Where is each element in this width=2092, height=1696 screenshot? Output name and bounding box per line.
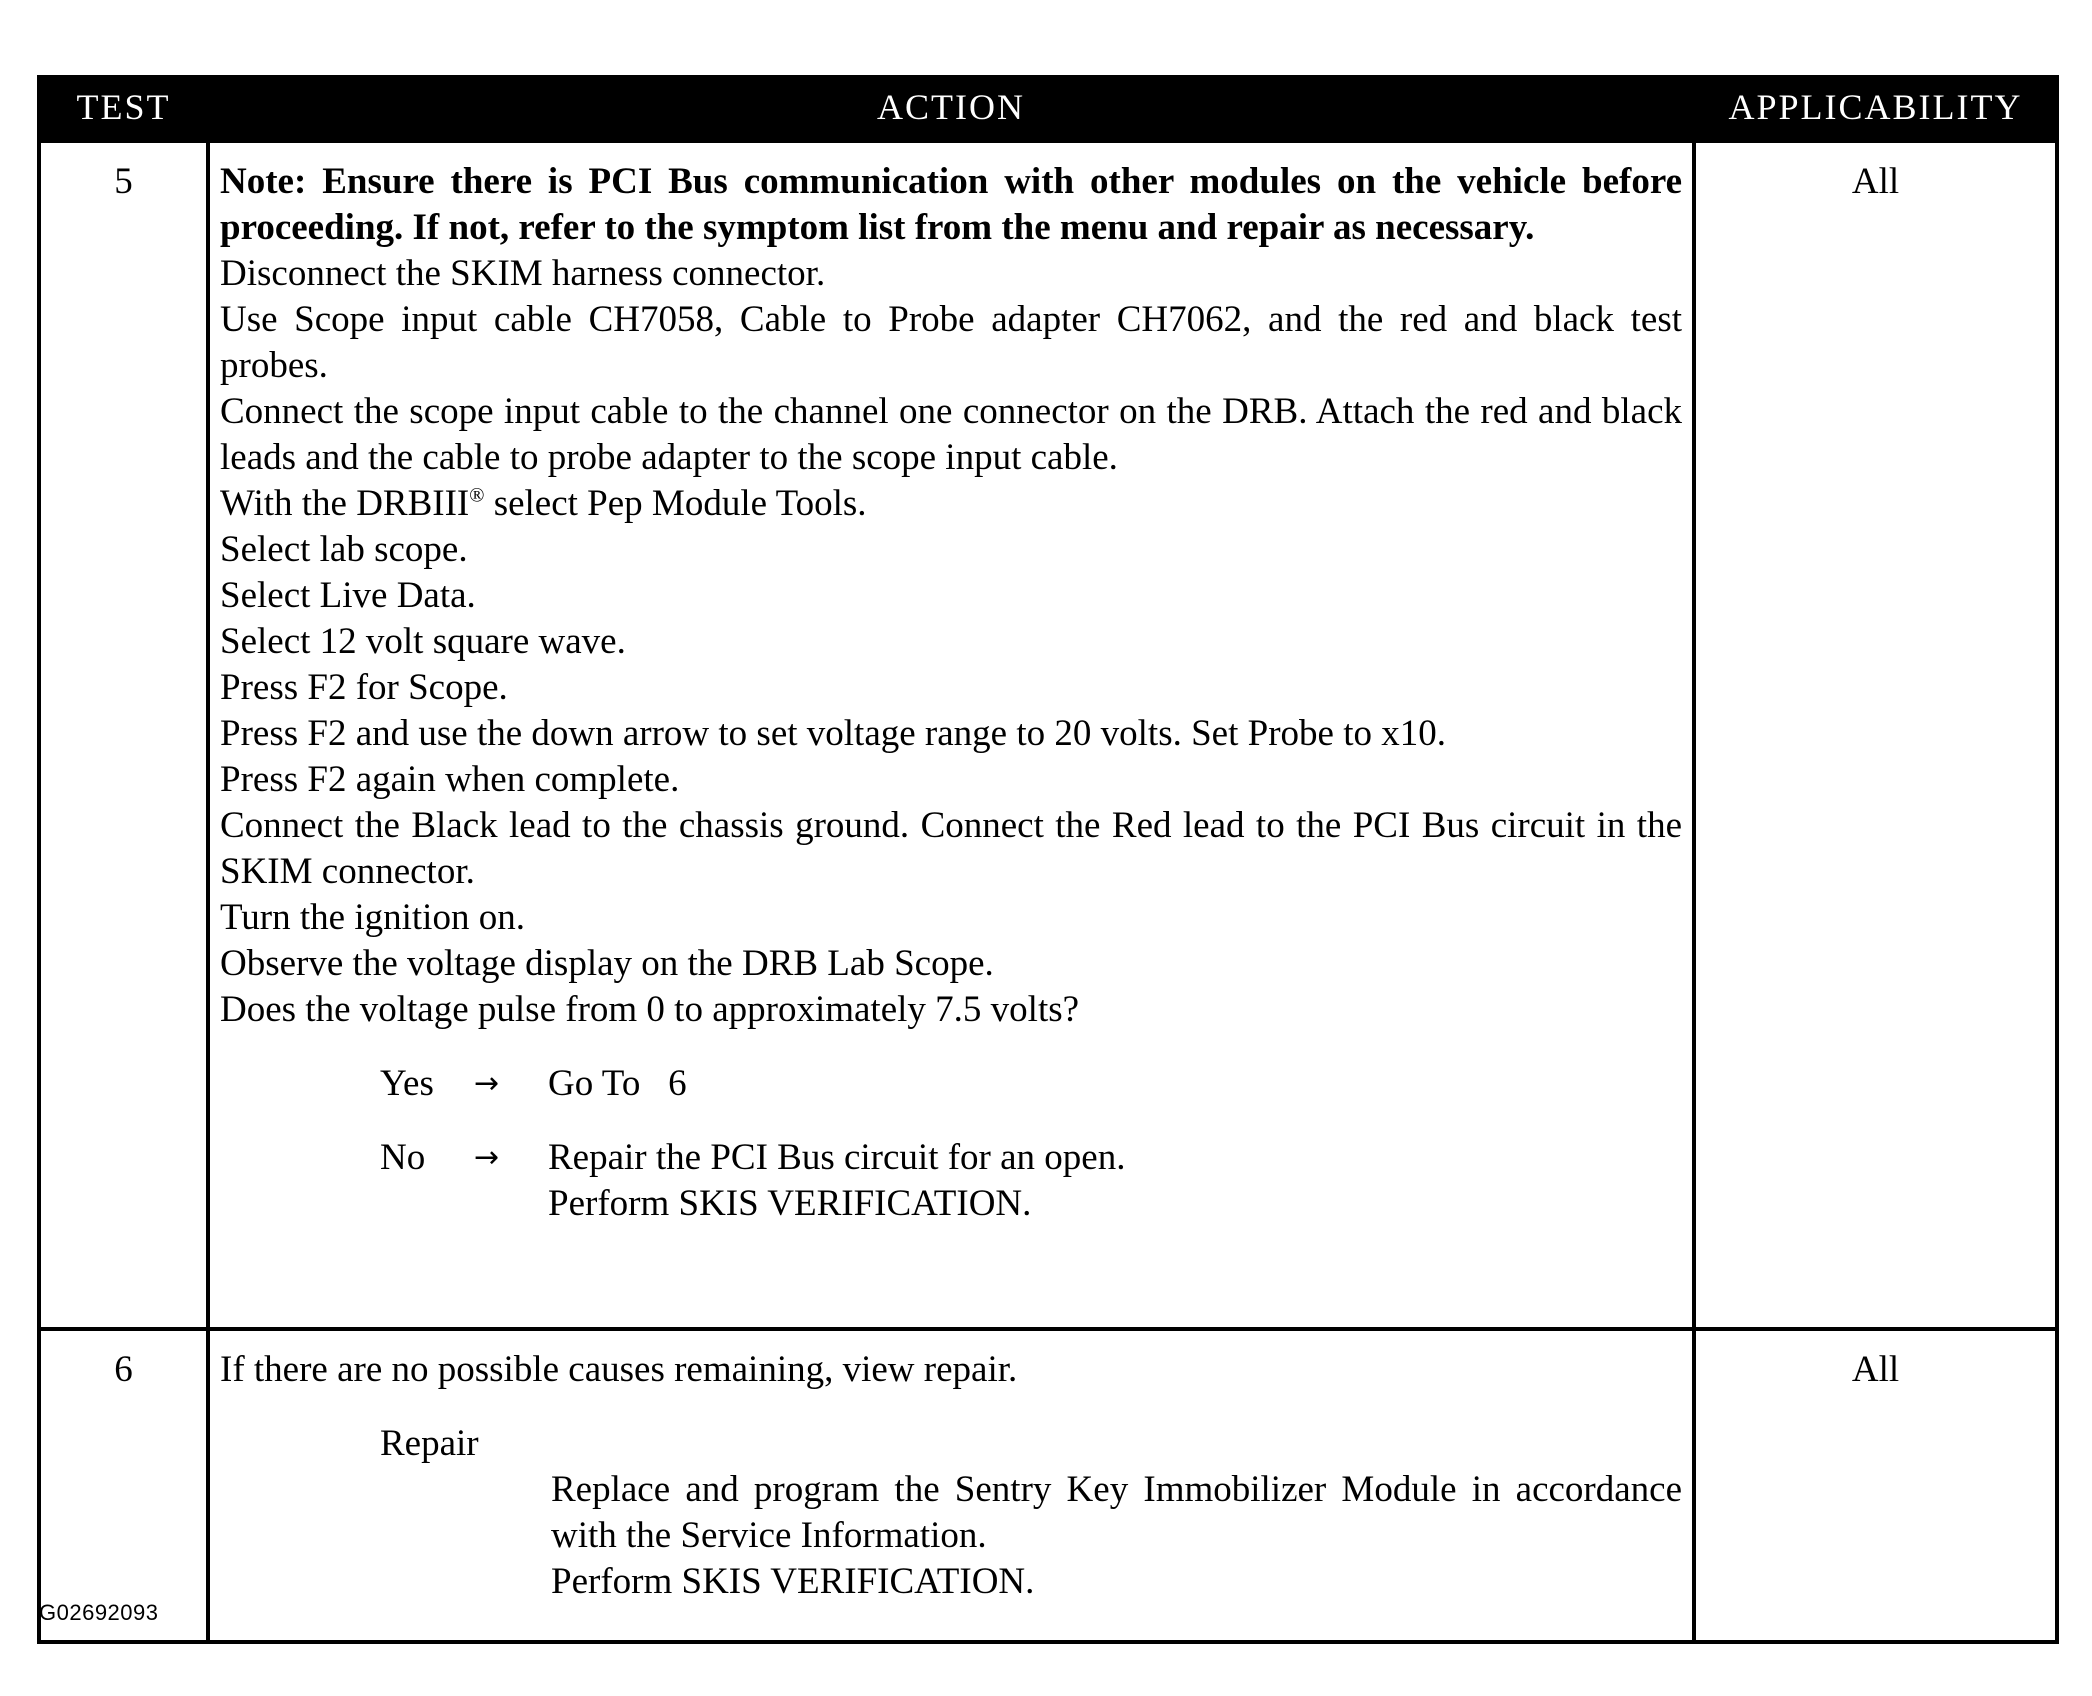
no-actions (548, 1135, 1682, 1227)
figure-id: G02692093 (39, 1600, 159, 1625)
header-action: ACTION (208, 75, 1694, 141)
repair-line: Replace and program the Sentry Key Immobilizer Module in accordance with the Service Information. (551, 1469, 1682, 1556)
table-row-test-5 (39, 141, 2057, 1329)
diagnostic-table-sheet (37, 75, 2055, 1644)
step: If there are no possible causes remaining, view repair. (220, 1349, 1018, 1390)
step: Use Scope input cable CH7058, Cable to Probe adapter CH7062, and the red and black test probes. (220, 299, 1682, 386)
note-text: Note: Ensure there is PCI Bus communication with other modules on the vehicle before proceeding. If not, refer to the symptom list from the menu and repair as necessary. (220, 161, 1682, 248)
table-header-row (39, 75, 2057, 141)
yes-text: Go To 6 (548, 1063, 687, 1104)
step: Observe the voltage display on the DRB Lab Scope. (220, 943, 994, 984)
right-arrow-icon: → (474, 1066, 500, 1101)
repair-label: Repair (380, 1423, 479, 1464)
table-row-test-6 (39, 1329, 2057, 1642)
test-number: 6 (39, 1329, 208, 1642)
step: Connect the Black lead to the chassis ground. Connect the Red lead to the PCI Bus circuit in the SKIM connector. (220, 805, 1682, 892)
step: Select lab scope. (220, 529, 468, 570)
step: Connect the scope input cable to the channel one connector on the DRB. Attach the red and black leads and the cable to probe adapter to the scope input cable. (220, 391, 1682, 478)
step: Select 12 volt square wave. (220, 621, 626, 662)
right-arrow-icon: → (474, 1140, 500, 1175)
repair-instructions (551, 1467, 1682, 1605)
yes-goto (548, 1061, 1682, 1107)
header-applicability: APPLICABILITY (1694, 75, 2057, 141)
step: Turn the ignition on. (220, 897, 525, 938)
applicability-value: All (1694, 141, 2057, 1329)
test-number: 5 (39, 141, 208, 1329)
diagnostic-test-table (37, 75, 2059, 1644)
step-drb (220, 481, 1682, 527)
applicability-value: All (1694, 1329, 2057, 1642)
step: Disconnect the SKIM harness connector. (220, 253, 826, 294)
yes-label: Yes (380, 1063, 434, 1104)
drb-suffix: select Pep Module Tools. (484, 483, 867, 524)
registered-mark: ® (469, 484, 485, 507)
no-label: No (380, 1137, 426, 1178)
step: Select Live Data. (220, 575, 476, 616)
step: Press F2 for Scope. (220, 667, 508, 708)
step: Press F2 and use the down arrow to set voltage range to 20 volts. Set Probe to x10. (220, 713, 1446, 754)
action-cell (208, 141, 1694, 1329)
no-action-line: Repair the PCI Bus circuit for an open. (548, 1137, 1126, 1178)
header-test: TEST (39, 75, 208, 141)
step: Press F2 again when complete. (220, 759, 680, 800)
yes-branch (380, 1061, 1682, 1107)
no-action-line: Perform SKIS VERIFICATION. (548, 1183, 1032, 1224)
action-cell (208, 1329, 1694, 1642)
no-branch (380, 1135, 1682, 1227)
repair-line: Perform SKIS VERIFICATION. (551, 1561, 1035, 1602)
drb-prefix: With the DRBIII (220, 483, 470, 524)
question: Does the voltage pulse from 0 to approximately 7.5 volts? (220, 989, 1080, 1030)
